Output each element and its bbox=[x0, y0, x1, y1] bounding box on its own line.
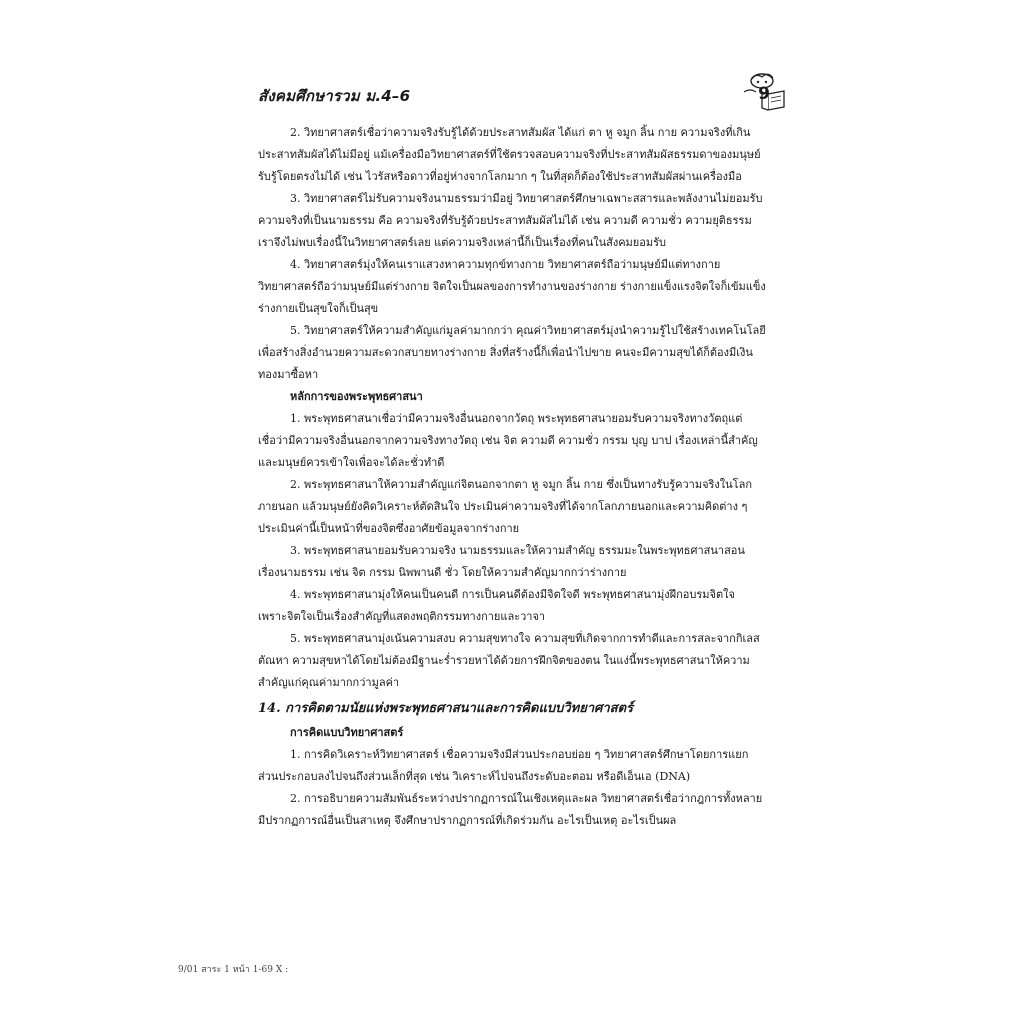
page-footer: 9/01 สาระ 1 หน้า 1-69 X : bbox=[178, 965, 289, 975]
paragraph-line: เรื่องนามธรรม เช่น จิต กรรม นิพพานดี ชั่ว โดยให้ความสำคัญมากกว่าร่างกาย bbox=[258, 566, 627, 579]
paragraph-line: ประสาทสัมผัสได้ไม่มีอยู่ แม้เครื่องมือวิทยาศาสตร์ที่ใช้ตรวจสอบความจริงที่ประสาทสัมผัสธรรมดาของมนุษย์ bbox=[258, 148, 761, 161]
paragraph-line: เราจึงไม่พบเรื่องนี้ในวิทยาศาสตร์เลย แต่ความจริงเหล่านี้ก็เป็นเรื่องที่คนในสังคมยอมรับ bbox=[258, 236, 666, 249]
buddhism-point-2 bbox=[258, 474, 788, 540]
paragraph-line: รับรู้โดยตรงไม่ได้ เช่น ไวรัสหรือดาวที่อยู่ห่างจากโลกมาก ๆ ในที่สุดก็ต้องใช้ประสาทสัมผัสผ่านเครื่องมือ bbox=[258, 170, 742, 183]
scientific-thinking-heading: การคิดแบบวิทยาศาสตร์ bbox=[290, 726, 404, 739]
paragraph-line: 3. พระพุทธศาสนายอมรับความจริง นามธรรมและให้ความสำคัญ ธรรมมะในพระพุทธศาสนาสอน bbox=[290, 544, 745, 557]
science-point-3 bbox=[258, 188, 788, 254]
buddhism-point-4 bbox=[258, 584, 788, 628]
page-number-badge bbox=[738, 72, 788, 112]
buddhism-heading: หลักการของพระพุทธศาสนา bbox=[290, 390, 423, 403]
paragraph-line: 2. วิทยาศาสตร์เชื่อว่าความจริงรับรู้ได้ด้วยประสาทสัมผัส ได้แก่ ตา หู จมูก ลิ้น กาย ความจริงที่เกิน bbox=[290, 126, 751, 139]
paragraph-line: สำคัญแก่คุณค่ามากกว่ามูลค่า bbox=[258, 676, 400, 689]
paragraph-line: ตัณหา ความสุขหาได้โดยไม่ต้องมีฐานะร่ำรวยหาได้ด้วยการฝึกจิตของตน ในแง่นี้พระพุทธศาสนาให้ความ bbox=[258, 654, 750, 667]
paragraph-line: เพราะจิตใจเป็นเรื่องสำคัญที่แสดงพฤติกรรมทางกายและวาจา bbox=[258, 610, 546, 623]
book-title: สังคมศึกษารวม ม.4–6 bbox=[258, 87, 411, 105]
science-point-4 bbox=[258, 254, 788, 320]
buddhism-point-3 bbox=[258, 540, 788, 584]
paragraph-line: ส่วนประกอบลงไปจนถึงส่วนเล็กที่สุด เช่น วิเคราะห์ไปจนถึงระดับอะตอม หรือดีเอ็นเอ (DNA) bbox=[258, 770, 691, 783]
paragraph-line: 2. การอธิบายความสัมพันธ์ระหว่างปรากฏการณ์ในเชิงเหตุและผล วิทยาศาสตร์เชื่อว่ากฎการทั้งหลาย bbox=[290, 792, 763, 805]
paragraph-line: เชื่อว่ามีความจริงอื่นนอกจากความจริงทางวัตถุ เช่น จิต ความดี ความชั่ว กรรม บุญ บาป เรื่องเหล่านี้สำคัญ bbox=[258, 434, 758, 447]
scientific-thinking-point-2 bbox=[258, 788, 788, 832]
paragraph-line: มีปรากฏการณ์อื่นเป็นสาเหตุ จึงศึกษาปรากฏการณ์ที่เกิดร่วมกัน อะไรเป็นเหตุ อะไรเป็นผล bbox=[258, 814, 677, 827]
paragraph-line: ความจริงที่เป็นนามธรรม คือ ความจริงที่รับรู้ด้วยประสาทสัมผัสไม่ได้ เช่น ความดี ความชั่ว ความยุติธรรม bbox=[258, 214, 752, 227]
paragraph-line: และมนุษย์ควรเข้าใจเพื่อจะได้ละชั่วทำดี bbox=[258, 456, 445, 469]
paragraph-line: ร่างกายเป็นสุขใจก็เป็นสุข bbox=[258, 302, 379, 315]
page-header bbox=[258, 84, 788, 120]
paragraph-line: เพื่อสร้างสิ่งอำนวยความสะดวกสบายทางร่างกาย สิ่งที่สร้างนี้ก็เพื่อนำไปขาย คนจะมีความสุขได้ก็ต้องมีเงิน bbox=[258, 346, 753, 359]
paragraph-line: 4. วิทยาศาสตร์มุ่งให้คนเราแสวงหาความทุกข์ทางกาย วิทยาศาสตร์ถือว่ามนุษย์มีแต่ทางกาย bbox=[290, 258, 721, 271]
buddhism-point-1 bbox=[258, 408, 788, 474]
paragraph-line: 2. พระพุทธศาสนาให้ความสำคัญแก่จิตนอกจากตา หู จมูก ลิ้น กาย ซึ่งเป็นทางรับรู้ความจริงในโลก bbox=[290, 478, 752, 491]
science-point-2 bbox=[258, 122, 788, 188]
paragraph-line: วิทยาศาสตร์ถือว่ามนุษย์มีแต่ร่างกาย จิตใจเป็นผลของการทำงานของร่างกาย ร่างกายแข็งแรงจิตใจก็เข้มแข็ง bbox=[258, 280, 766, 293]
buddhism-point-5 bbox=[258, 628, 788, 694]
paragraph-line: 5. วิทยาศาสตร์ให้ความสำคัญแก่มูลค่ามากกว่า คุณค่าวิทยาศาสตร์มุ่งนำความรู้ไปใช้สร้างเทคโนโลยี bbox=[290, 324, 766, 337]
section-title: 14. การคิดตามนัยแห่งพระพุทธศาสนาและการคิดแบบวิทยาศาสตร์ bbox=[258, 701, 634, 716]
paragraph-line: 4. พระพุทธศาสนามุ่งให้คนเป็นคนดี การเป็นคนดีต้องมีจิตใจดี พระพุทธศาสนามุ่งฝึกอบรมจิตใจ bbox=[290, 588, 735, 601]
paragraph-line: 5. พระพุทธศาสนามุ่งเน้นความสงบ ความสุขทางใจ ความสุขที่เกิดจากการทำดีและการสละจากกิเลส bbox=[290, 632, 760, 645]
page-body bbox=[258, 122, 788, 832]
paragraph-line: ภายนอก แล้วมนุษย์ยังคิดวิเคราะห์ตัดสินใจ ประเมินค่าความจริงที่ได้จากโลกภายนอกและความคิดต่าง ๆ bbox=[258, 500, 748, 513]
paragraph-line: ทองมาซื้อหา bbox=[258, 368, 319, 381]
scientific-thinking-point-1 bbox=[258, 744, 788, 788]
paragraph-line: ประเมินค่านี้เป็นหน้าที่ของจิตซึ่งอาศัยข้อมูลจากร่างกาย bbox=[258, 522, 520, 535]
paragraph-line: 1. พระพุทธศาสนาเชื่อว่ามีความจริงอื่นนอกจากวัตถุ พระพุทธศาสนายอมรับความจริงทางวัตถุแต่ bbox=[290, 412, 743, 425]
science-point-5 bbox=[258, 320, 788, 386]
page-number: 9 bbox=[758, 84, 770, 104]
paragraph-line: 1. การคิดวิเคราะห์วิทยาศาสตร์ เชื่อความจริงมีส่วนประกอบย่อย ๆ วิทยาศาสตร์ศึกษาโดยการแยก bbox=[290, 748, 749, 761]
paragraph-line: 3. วิทยาศาสตร์ไม่รับความจริงนามธรรมว่ามีอยู่ วิทยาศาสตร์ศึกษาเฉพาะสสารและพลังงานไม่ยอมรับ bbox=[290, 192, 763, 205]
